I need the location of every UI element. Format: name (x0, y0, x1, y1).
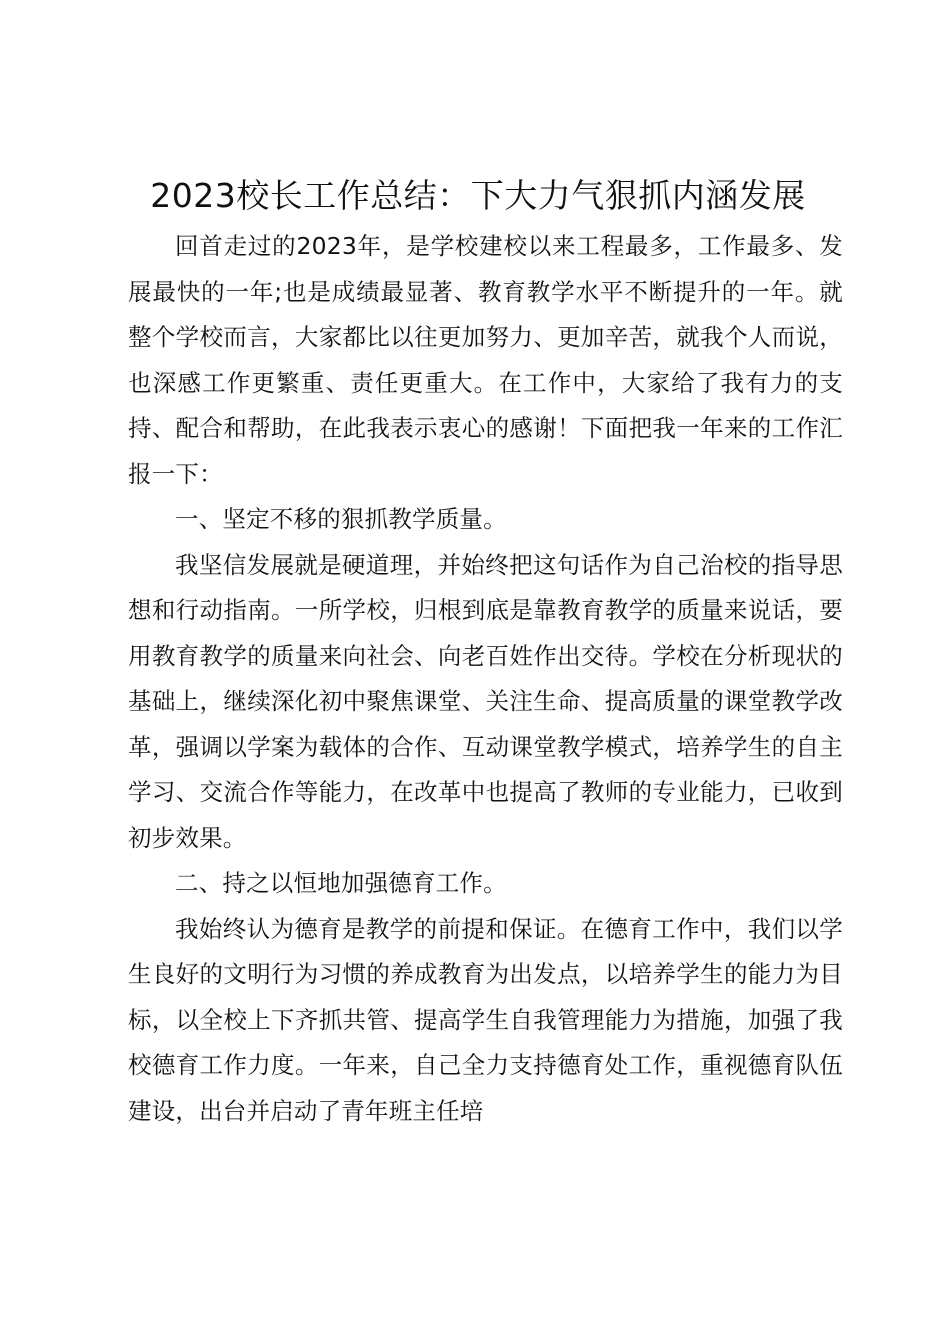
section-heading-moral-education: 二、持之以恒地加强德育工作。 (175, 869, 507, 897)
section-heading-teaching-quality: 一、坚定不移的狠抓教学质量。 (175, 505, 507, 533)
paragraph-teaching-quality: 我坚信发展就是硬道理，并始终把这句话作为自己治校的指导思想和行动指南。一所学校，归根到底是靠教育教学的质量来说话，要用教育教学的质量来向社会、向老百姓作出交待。学校在分析现状的基础上，继续深化初中聚焦课堂、关注生命、提高质量的课堂教学改革，强调以学案为载体的合作、互动课堂教学模式，培养学生的自主学习、交流合作等能力，在改革中也提高了教师的专业能力，已收到初步效果。 (128, 550, 843, 852)
document-body (128, 224, 843, 1134)
paragraph-moral-education: 我始终认为德育是教学的前提和保证。在德育工作中，我们以学生良好的文明行为习惯的养成教育为出发点，以培养学生的能力为目标，以全校上下齐抓共管、提高学生自我管理能力为措施，加强了我校德育工作力度。一年来，自己全力支持德育处工作，重视德育队伍建设，出台并启动了青年班主任培 (128, 914, 843, 1125)
document-title: 2023校长工作总结：下大力气狠抓内涵发展 (150, 176, 806, 215)
paragraph-intro: 回首走过的2023年，是学校建校以来工程最多，工作最多、发展最快的一年;也是成绩最显著、教育教学水平不断提升的一年。就整个学校而言，大家都比以往更加努力、更加辛苦，就我个人而说，也深感工作更繁重、责任更重大。在工作中，大家给了我有力的支持、配合和帮助，在此我表示衷心的感谢！下面把我一年来的工作汇报一下： (128, 232, 843, 488)
